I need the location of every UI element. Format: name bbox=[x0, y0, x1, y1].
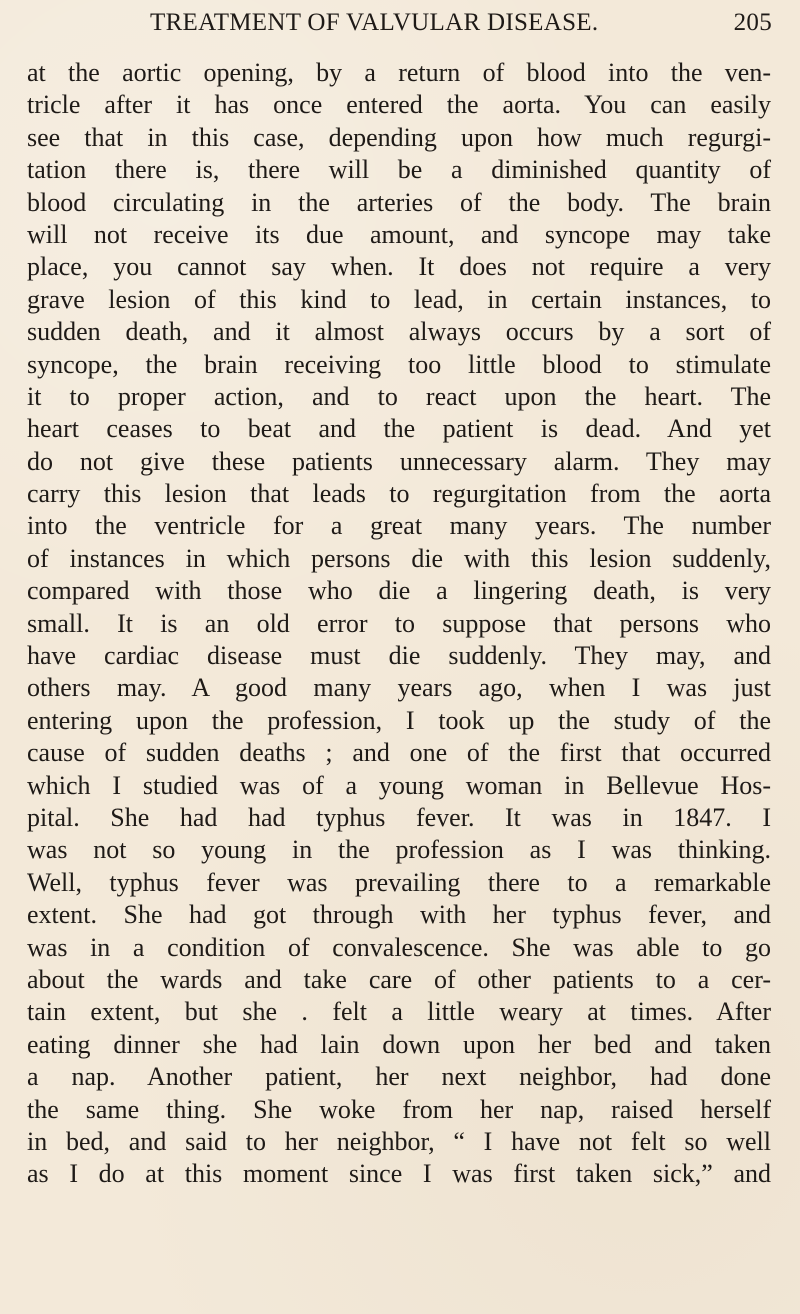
text-line: which I studied was of a young woman in Bellevue Hos- bbox=[27, 770, 771, 800]
text-line: as I do at this moment since I was first taken sick,” and bbox=[27, 1159, 771, 1189]
text-line: extent. She had got through with her typhus fever, and bbox=[27, 900, 771, 930]
text-line: do not give these patients unnecessary alarm. They may bbox=[27, 446, 771, 476]
text-line: tain extent, but she . felt a little weary at times. After bbox=[27, 997, 771, 1027]
text-line: pital. She had had typhus fever. It was in 1847. I bbox=[27, 802, 771, 832]
text-line: compared with those who die a lingering death, is very bbox=[27, 576, 771, 606]
page-number: 205 bbox=[733, 9, 772, 36]
text-line: have cardiac disease must die suddenly. They may, and bbox=[27, 641, 771, 671]
text-line: will not receive its due amount, and syncope may take bbox=[27, 219, 771, 249]
text-line: a nap. Another patient, her next neighbor, had done bbox=[27, 1062, 771, 1092]
text-line: into the ventricle for a great many years. The number bbox=[27, 511, 771, 541]
running-head bbox=[150, 8, 772, 38]
text-line: blood circulating in the arteries of the body. The brain bbox=[27, 187, 771, 217]
text-line: was not so young in the profession as I was thinking. bbox=[27, 835, 771, 865]
text-line: heart ceases to beat and the patient is dead. And yet bbox=[27, 414, 771, 444]
text-line: cause of sudden deaths ; and one of the first that occurred bbox=[27, 738, 771, 768]
text-line: at the aortic opening, by a return of blood into the ven- bbox=[27, 58, 771, 87]
text-line: small. It is an old error to suppose that persons who bbox=[27, 608, 771, 638]
text-line: entering upon the profession, I took up the study of the bbox=[27, 705, 771, 735]
text-line: Well, typhus fever was prevailing there to a remarkable bbox=[27, 867, 771, 897]
chapter-title: TREATMENT OF VALVULAR DISEASE. bbox=[150, 9, 599, 36]
text-line: see that in this case, depending upon how much regurgi- bbox=[27, 122, 771, 152]
text-line: in bed, and said to her neighbor, “ I have not felt so well bbox=[27, 1126, 771, 1156]
text-line: others may. A good many years ago, when I was just bbox=[27, 673, 771, 703]
body-text bbox=[27, 57, 771, 1191]
text-line: of instances in which persons die with this lesion suddenly, bbox=[27, 543, 771, 573]
text-line: grave lesion of this kind to lead, in certain instances, to bbox=[27, 284, 771, 314]
text-line: syncope, the brain receiving too little blood to stimulate bbox=[27, 349, 771, 379]
text-line: tation there is, there will be a diminished quantity of bbox=[27, 155, 771, 185]
text-line: the same thing. She woke from her nap, raised herself bbox=[27, 1094, 771, 1124]
text-line: carry this lesion that leads to regurgitation from the aorta bbox=[27, 479, 771, 509]
text-line: tricle after it has once entered the aorta. You can easily bbox=[27, 90, 771, 120]
text-line: place, you cannot say when. It does not require a very bbox=[27, 252, 771, 282]
text-line: sudden death, and it almost always occurs by a sort of bbox=[27, 317, 771, 347]
text-line: about the wards and take care of other patients to a cer- bbox=[27, 964, 771, 994]
text-line: eating dinner she had lain down upon her bed and taken bbox=[27, 1029, 771, 1059]
text-line: it to proper action, and to react upon the heart. The bbox=[27, 381, 771, 411]
text-line: was in a condition of convalescence. She was able to go bbox=[27, 932, 771, 962]
